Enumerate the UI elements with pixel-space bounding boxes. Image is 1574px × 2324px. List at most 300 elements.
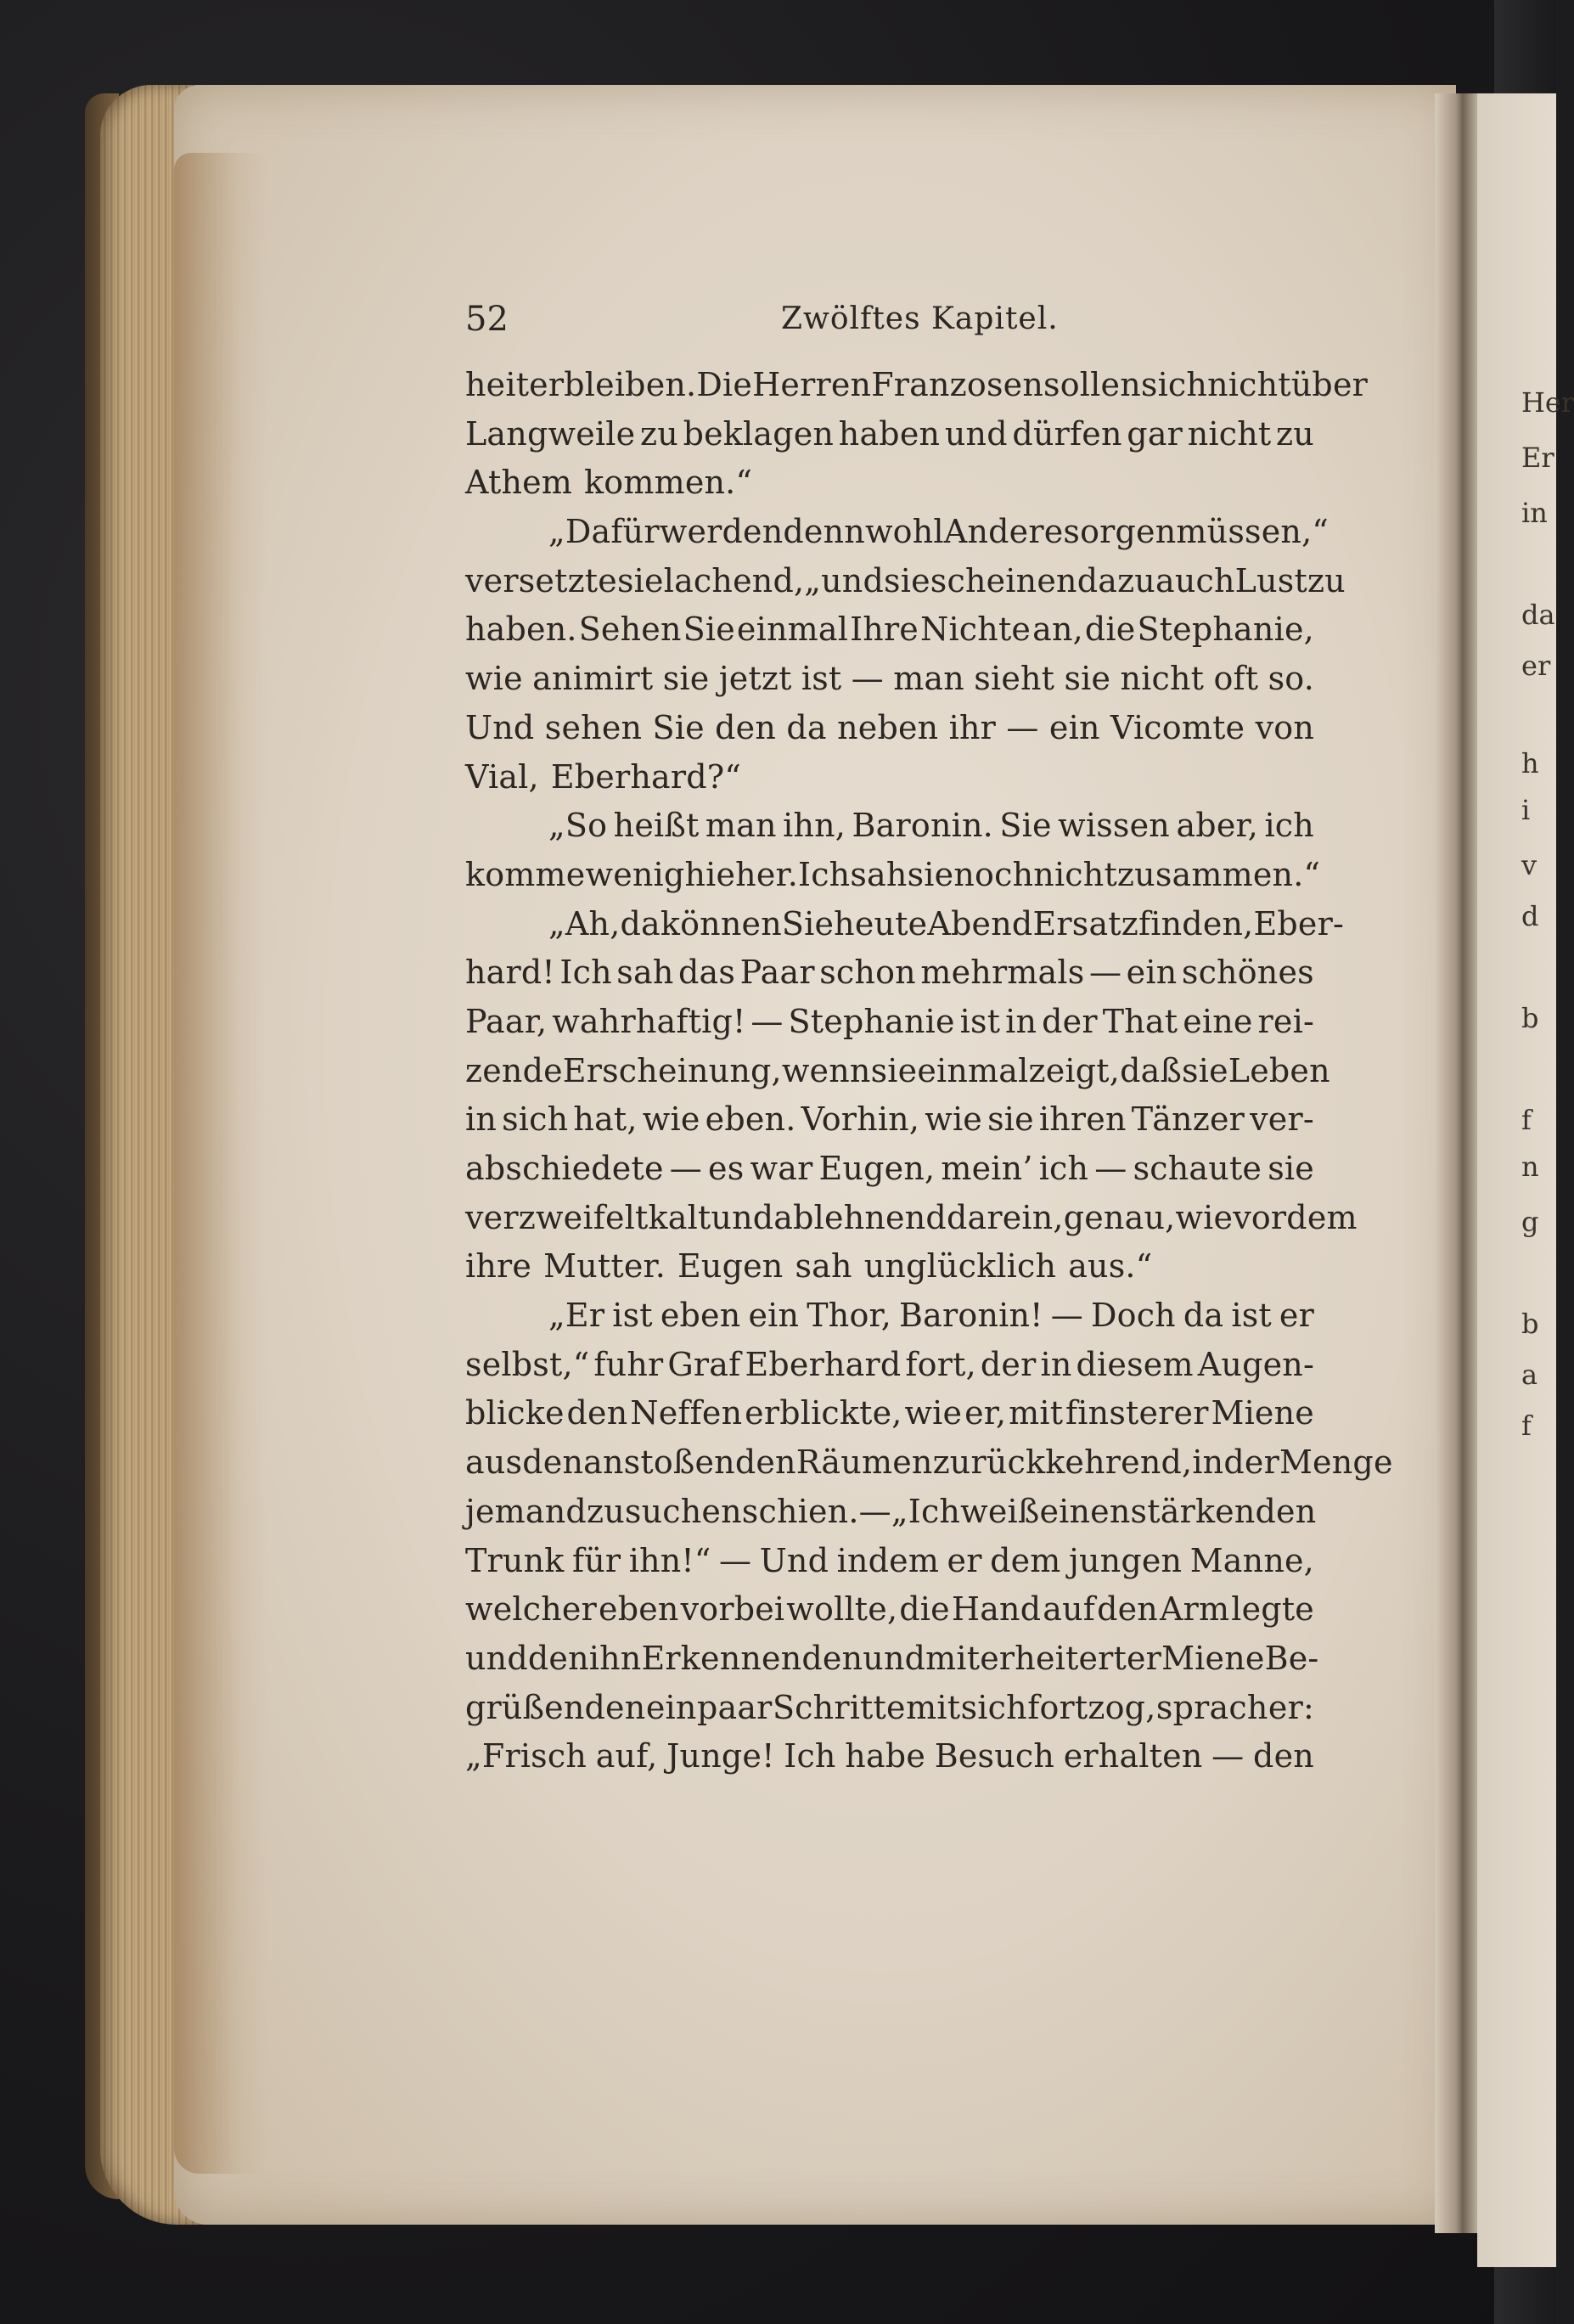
word: „Er: [548, 1297, 605, 1335]
word: Franzosen: [871, 366, 1044, 403]
word: ich: [1038, 1150, 1089, 1187]
word: Arm: [1160, 1590, 1230, 1629]
word: Eberhard?“: [550, 757, 741, 796]
word: wohl: [864, 513, 944, 551]
page-foxing: [174, 153, 267, 2174]
word: heute: [834, 904, 928, 943]
word: hard!: [465, 954, 555, 992]
right-page-fragment: n: [1521, 1151, 1539, 1183]
word: ist: [1231, 1297, 1272, 1335]
word: Miene: [1161, 1639, 1265, 1677]
right-page-fragment: i: [1521, 794, 1531, 826]
word: erblickte,: [745, 1394, 902, 1432]
word: bleiben.: [564, 366, 697, 403]
word: haben: [838, 414, 941, 453]
word: den: [527, 1639, 589, 1677]
word: zu: [1307, 561, 1346, 599]
word: und: [465, 1639, 528, 1677]
word: und: [944, 414, 1008, 453]
word: wie: [904, 1394, 963, 1432]
word: eine: [1183, 1002, 1253, 1040]
right-page-fragment: d: [1521, 900, 1539, 932]
text-line: [465, 1585, 1314, 1635]
word: eben.: [705, 1100, 796, 1139]
word: Tänzer: [1131, 1100, 1245, 1139]
word: nicht: [1187, 414, 1272, 453]
word: die: [899, 1590, 950, 1629]
word: Eugen,: [818, 1150, 936, 1187]
word: ihn!“: [628, 1541, 711, 1579]
word: den: [1097, 1590, 1158, 1629]
word: ihre: [465, 1247, 532, 1286]
word: wie: [925, 1100, 982, 1139]
word: ein: [748, 1297, 800, 1335]
word: dürfen: [1012, 414, 1122, 453]
word: Hand: [951, 1590, 1042, 1629]
word: dem: [990, 1541, 1061, 1579]
text-line: [465, 1145, 1314, 1194]
word: kalt: [648, 1198, 711, 1236]
word: Thor,: [807, 1297, 891, 1335]
right-page-fragment: Er: [1521, 442, 1554, 474]
word: der: [1042, 1002, 1098, 1040]
text-line: [465, 851, 1321, 900]
word: jungen: [1069, 1541, 1183, 1579]
word: nicht: [1120, 660, 1205, 698]
word: —: [1088, 954, 1122, 992]
word: er:: [1268, 1688, 1314, 1726]
word: der: [1223, 1443, 1279, 1482]
text-line: [465, 1194, 1358, 1243]
word: da: [620, 904, 661, 943]
word: ihn,: [783, 807, 846, 845]
word: Eberhard: [745, 1345, 902, 1383]
word: hieher.: [684, 855, 798, 893]
word: ihr: [948, 708, 997, 746]
word: Paar: [739, 954, 815, 992]
word: wenn: [781, 1051, 871, 1089]
word: jetzt: [718, 660, 792, 698]
word: da: [1183, 1297, 1224, 1335]
word: finden,: [1138, 904, 1254, 943]
word: —: [851, 660, 884, 698]
word: in: [1005, 1002, 1037, 1040]
word: Eber-: [1253, 904, 1345, 943]
word: einmal: [736, 611, 849, 649]
word: denn: [783, 513, 865, 551]
word: vorbei: [680, 1590, 785, 1629]
word: ihren: [1038, 1100, 1127, 1139]
word: Vorhin,: [801, 1100, 920, 1139]
word: fort,: [905, 1345, 976, 1383]
word: Mutter.: [543, 1247, 666, 1286]
word: schönes: [1181, 954, 1314, 992]
word: es: [708, 1150, 745, 1187]
text-line: [465, 1537, 1314, 1586]
word: suchen: [624, 1492, 742, 1530]
word: mehrmals: [920, 954, 1085, 992]
word: zende: [465, 1051, 563, 1089]
word: paar: [696, 1688, 773, 1726]
word: Athem: [465, 464, 573, 502]
word: für: [571, 1541, 621, 1579]
word: daß: [1120, 1051, 1183, 1089]
word: Be-: [1264, 1639, 1319, 1677]
word: lachend,: [663, 561, 805, 599]
word: wollte,: [786, 1590, 898, 1629]
word: sie: [616, 561, 664, 599]
word: welcher: [465, 1590, 597, 1629]
word: Und: [759, 1541, 829, 1579]
word: sie: [907, 855, 954, 893]
word: Paar,: [465, 1002, 548, 1040]
word: müssen,“: [1176, 513, 1329, 551]
word: sie: [662, 660, 710, 698]
word: Stephanie,: [1137, 611, 1314, 649]
word: Sehen: [578, 611, 682, 649]
word: aber,: [1176, 807, 1258, 845]
word: von: [1255, 708, 1314, 746]
word: „Ich: [891, 1492, 961, 1530]
word: Besuch: [934, 1737, 1055, 1775]
right-page-fragment: h: [1521, 747, 1539, 779]
word: das: [678, 954, 736, 992]
word: aus.“: [1068, 1247, 1153, 1286]
right-page-fragment: er: [1521, 650, 1551, 682]
text-line: [465, 361, 1369, 410]
word: Ich: [784, 1737, 836, 1775]
word: Doch: [1090, 1297, 1176, 1335]
text-line: [465, 508, 1329, 557]
word: mit: [925, 1639, 981, 1677]
word: unglücklich: [863, 1247, 1057, 1286]
word: ist: [612, 1297, 653, 1335]
text-line: [465, 557, 1346, 606]
chapter-title: Zwölftes Kapitel.: [781, 301, 1059, 336]
word: Baronin.: [852, 807, 993, 845]
word: selbst,“: [465, 1345, 590, 1383]
text-line: [465, 704, 1314, 753]
word: über: [1290, 366, 1369, 403]
word: hat,: [573, 1100, 638, 1139]
right-page-fragment: b: [1521, 1002, 1539, 1034]
word: da: [786, 708, 827, 746]
word: Sie: [999, 807, 1052, 845]
word: Lust: [1234, 561, 1307, 599]
word: ablehnend: [773, 1198, 947, 1236]
word: zu: [639, 414, 678, 453]
word: schaute: [1133, 1150, 1262, 1187]
word: schien.: [741, 1492, 859, 1530]
word: Sie: [683, 611, 735, 649]
text-line: [465, 1488, 1317, 1537]
word: den: [1253, 1737, 1314, 1775]
word: ein: [1048, 708, 1100, 746]
word: jemand: [465, 1492, 587, 1530]
right-page-fragment: Her: [1521, 386, 1574, 419]
word: Stephanie: [788, 1002, 955, 1040]
text-line: [465, 410, 1314, 459]
word: verzweifelt: [465, 1198, 649, 1236]
word: —: [858, 1492, 891, 1530]
word: sehen: [544, 708, 643, 746]
word: ver-: [1250, 1100, 1314, 1139]
word: diesem: [1076, 1345, 1194, 1383]
word: den: [715, 708, 777, 746]
word: Schritte: [772, 1688, 906, 1726]
word: beklagen: [683, 414, 835, 453]
word: versetzte: [465, 561, 617, 599]
word: Räumen: [795, 1443, 933, 1482]
word: sie: [1182, 1051, 1228, 1089]
word: —: [1094, 1150, 1127, 1187]
word: sollen: [1043, 366, 1141, 403]
text-line: [465, 1095, 1314, 1145]
text-line: [465, 1684, 1314, 1733]
word: Und: [465, 708, 535, 746]
right-page: [1477, 93, 1556, 2267]
word: sorgen: [1063, 513, 1177, 551]
word: wahrhaftig!: [552, 1002, 746, 1040]
text-line: [465, 1291, 1314, 1341]
word: mit: [1009, 1394, 1064, 1432]
word: „Ah,: [548, 904, 621, 943]
word: Miene: [1211, 1394, 1314, 1432]
word: den: [566, 1394, 628, 1432]
right-page-fragment: a: [1521, 1359, 1538, 1391]
text-line: [465, 753, 1314, 802]
word: ist: [801, 660, 842, 698]
word: Eugen: [677, 1247, 784, 1286]
word: Menge: [1279, 1443, 1393, 1482]
word: eben: [599, 1590, 679, 1629]
word: in: [465, 1100, 497, 1139]
word: gar: [1127, 414, 1183, 453]
word: er: [947, 1541, 982, 1579]
word: ein: [1126, 954, 1178, 992]
word: sprach: [1155, 1688, 1268, 1726]
word: animirt: [532, 660, 654, 698]
word: sieht: [974, 660, 1055, 698]
right-page-fragment: da: [1521, 599, 1555, 631]
word: so.: [1268, 660, 1314, 698]
text-line: [465, 900, 1345, 949]
word: ihn: [588, 1639, 642, 1677]
word: That: [1102, 1002, 1178, 1040]
word: „So: [548, 807, 608, 845]
right-page-fragment: b: [1521, 1308, 1539, 1340]
text-line: [465, 1047, 1330, 1096]
word: grüßenden: [465, 1688, 646, 1726]
word: oft: [1213, 660, 1259, 698]
word: heißt: [613, 807, 700, 845]
word: er,: [964, 1394, 1007, 1432]
text-line: [465, 1242, 1314, 1291]
word: kommen.“: [584, 464, 753, 502]
right-page-fragment: in: [1521, 497, 1548, 529]
word: ein: [645, 1688, 697, 1726]
word: fuhr: [593, 1345, 664, 1383]
running-head: [465, 293, 1314, 361]
word: darein,: [946, 1198, 1064, 1236]
word: abschiedete: [465, 1150, 664, 1187]
right-page-fragment: v: [1521, 849, 1537, 881]
word: man: [705, 807, 777, 845]
word: „Frisch: [465, 1737, 587, 1775]
word: die: [1084, 611, 1136, 649]
word: aus: [465, 1443, 523, 1482]
right-page-fragment: g: [1521, 1206, 1539, 1238]
word: Nichte: [920, 611, 1032, 649]
word: Die: [696, 366, 753, 403]
word: mein’: [941, 1150, 1033, 1187]
word: genau,: [1063, 1198, 1176, 1236]
word: weiß: [960, 1492, 1040, 1530]
word: Erkennenden: [641, 1639, 863, 1677]
word: sie: [1268, 1150, 1314, 1187]
word: sich: [960, 1688, 1027, 1726]
word: habe: [845, 1737, 926, 1775]
word: wie: [465, 660, 523, 698]
word: indem: [836, 1541, 940, 1579]
word: —: [1006, 708, 1039, 746]
word: fortzog,: [1027, 1688, 1156, 1726]
word: zurückkehrend,: [932, 1443, 1193, 1482]
word: Augen-: [1197, 1345, 1314, 1383]
word: ich: [1264, 807, 1314, 845]
word: —: [1050, 1297, 1083, 1335]
word: mit: [906, 1688, 961, 1726]
word: zu: [1276, 414, 1314, 453]
word: wie: [1175, 1198, 1234, 1236]
word: Vicomte: [1110, 708, 1245, 746]
word: nicht: [1033, 855, 1117, 893]
word: Graf: [667, 1345, 741, 1383]
word: blicke: [465, 1394, 565, 1432]
word: auch: [1155, 561, 1235, 599]
word: zusammen.“: [1116, 855, 1321, 893]
word: Baronin!: [899, 1297, 1043, 1335]
word: und: [711, 1198, 774, 1236]
page-number: 52: [465, 300, 509, 339]
word: wenig: [585, 855, 685, 893]
word: —: [750, 1002, 784, 1040]
word: Ich: [797, 855, 851, 893]
word: Ich: [559, 954, 612, 992]
text-line: [465, 655, 1314, 704]
word: ist: [959, 1002, 1001, 1040]
word: sah: [850, 855, 908, 893]
word: Vial,: [465, 757, 539, 796]
word: anstoßenden: [583, 1443, 796, 1482]
right-page-fragment: f: [1521, 1410, 1532, 1442]
right-page-fragment: f: [1521, 1104, 1532, 1136]
word: „Dafür: [548, 513, 660, 551]
word: Herren: [752, 366, 872, 403]
text-line: [465, 605, 1314, 655]
body-text: [465, 361, 1393, 1781]
text-line: [465, 1438, 1393, 1488]
word: Erscheinung,: [562, 1051, 782, 1089]
word: erheiterter: [980, 1639, 1162, 1677]
word: Sie: [652, 708, 705, 746]
word: Andere: [943, 513, 1064, 551]
word: zu: [586, 1492, 625, 1530]
word: Ihre: [850, 611, 919, 649]
word: —: [1211, 1737, 1245, 1775]
word: den: [522, 1443, 584, 1482]
word: rei-: [1257, 1002, 1314, 1040]
word: stärkenden: [1130, 1492, 1317, 1530]
word: sie: [987, 1100, 1034, 1139]
word: Leben: [1228, 1051, 1330, 1089]
text-line: [465, 948, 1314, 998]
word: „und: [804, 561, 885, 599]
word: heiter: [465, 366, 565, 403]
word: scheinen: [930, 561, 1077, 599]
text-line: [465, 1732, 1314, 1781]
word: schon: [819, 954, 916, 992]
word: komme: [465, 855, 586, 893]
word: sie: [1064, 660, 1111, 698]
word: zeigt,: [1028, 1051, 1121, 1089]
word: werden: [659, 513, 784, 551]
text-line: [465, 459, 1314, 508]
word: —: [719, 1541, 752, 1579]
word: einmal: [917, 1051, 1029, 1089]
text-block: [465, 293, 1393, 1781]
word: an,: [1032, 611, 1083, 649]
word: sie: [870, 1051, 918, 1089]
book-gutter: [1435, 93, 1481, 2233]
word: Trunk: [465, 1541, 565, 1579]
word: sich: [1140, 366, 1208, 403]
word: Junge!: [666, 1737, 775, 1775]
word: Ersatz: [1032, 904, 1138, 943]
word: auf: [1043, 1590, 1096, 1629]
word: finsterer: [1065, 1394, 1209, 1432]
word: Sie: [781, 904, 835, 943]
word: Manne,: [1189, 1541, 1314, 1579]
word: einen: [1039, 1492, 1131, 1530]
word: neben: [837, 708, 939, 746]
word: wissen: [1058, 807, 1170, 845]
text-line: [465, 1389, 1314, 1438]
word: und: [863, 1639, 926, 1677]
text-line: [465, 1341, 1314, 1390]
word: haben.: [465, 611, 577, 649]
word: —: [669, 1150, 702, 1187]
word: in: [1040, 1345, 1072, 1383]
word: er: [1279, 1297, 1314, 1335]
word: können: [660, 904, 782, 943]
text-line: [465, 1635, 1319, 1684]
word: nicht: [1207, 366, 1291, 403]
word: Langweile: [465, 414, 636, 453]
word: dazu: [1077, 561, 1155, 599]
word: war: [750, 1150, 813, 1187]
word: wie: [642, 1100, 700, 1139]
word: man: [893, 660, 964, 698]
text-line: [465, 802, 1314, 851]
word: in: [1192, 1443, 1224, 1482]
word: sie: [884, 561, 930, 599]
text-line: [465, 998, 1314, 1047]
word: sah: [795, 1247, 852, 1286]
word: sah: [616, 954, 674, 992]
word: der: [980, 1345, 1037, 1383]
word: sich: [502, 1100, 569, 1139]
